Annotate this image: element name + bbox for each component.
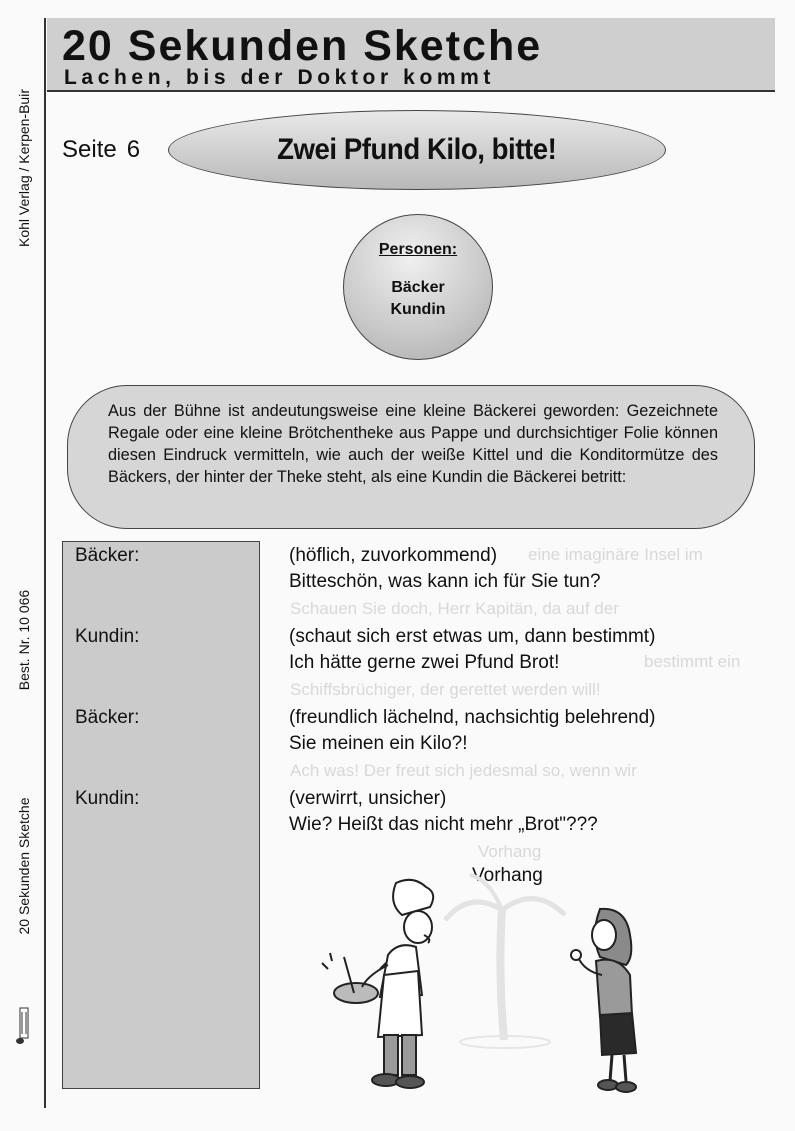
dialogue-speaker: Kundin: [75, 626, 140, 647]
person-item: Bäcker [391, 279, 445, 296]
customer-illustration [560, 905, 650, 1095]
ghost-text: Schauen Sie doch, Herr Kapitän, da auf der [290, 599, 619, 618]
margin-rule [44, 18, 46, 1108]
dialogue-speaker: Bäcker: [75, 545, 140, 566]
dialogue-line: Bitteschön, was kann ich für Sie tun? [289, 571, 601, 592]
dialogue-direction: (schaut sich erst etwas um, dann bestimmt) [289, 626, 656, 647]
ghost-text: Vorhang [478, 842, 542, 861]
speaker-column [62, 541, 260, 1089]
sidebar-book-title: 20 Sekunden Sketche [16, 797, 32, 935]
dialogue-speaker: Kundin: [75, 788, 140, 809]
dialogue-line: Sie meinen ein Kilo?! [289, 733, 468, 754]
curtain-text: Vorhang [472, 865, 543, 886]
ghost-text: Schiffsbrüchiger, der gerettet werden will! [290, 680, 601, 699]
sketch-title: Zwei Pfund Kilo, bitte! [277, 133, 557, 166]
dialogue-direction: (freundlich lächelnd, nachsichtig belehrend) [289, 707, 656, 728]
ghost-text: eine imaginäre Insel im [528, 545, 703, 564]
dialogue-direction: (verwirrt, unsicher) [289, 788, 447, 809]
persons-circle [343, 214, 493, 360]
page-label-text: Seite [62, 136, 117, 163]
page-number: 6 [126, 136, 141, 163]
persons-heading: Personen: [378, 241, 458, 258]
publisher-name: Kohl Verlag / Kerpen-Buir [16, 89, 32, 247]
book-subtitle: Lachen, bis der Doktor kommt [64, 66, 496, 89]
dialogue-line: Wie? Heißt das nicht mehr „Brot"??? [289, 814, 598, 835]
stage-direction-text: Aus der Bühne ist andeutungsweise eine kleine Bäckerei geworden: Gezeichnete Regale oder eine kleine Brötchentheke aus Pappe und durchsichtiger Folie können diesen Eindruck vermitteln, wie auch der weiße Kittel und die Konditormütze des Bäckers, der hinter der Theke steht, als eine Kundin die Bäckerei betritt: [108, 402, 718, 486]
book-title: 20 Sekunden Sketche [62, 22, 543, 70]
palm-tree-watermark [440, 850, 570, 1050]
dialogue-speaker: Bäcker: [75, 707, 140, 728]
ghost-text: Ach was! Der freut sich jedesmal so, wenn wir [290, 761, 637, 780]
stage-direction-box [67, 385, 755, 529]
publisher-logo-icon [14, 1006, 34, 1046]
page-label [62, 136, 140, 164]
dialogue-line: Ich hätte gerne zwei Pfund Brot! [289, 652, 560, 673]
dialogue-direction: (höflich, zuvorkommend) [289, 545, 498, 566]
persons-list [344, 277, 492, 321]
order-number: Best. Nr. 10 066 [16, 589, 32, 691]
person-item: Kundin [390, 301, 446, 318]
ghost-text: bestimmt ein [644, 652, 741, 671]
sketch-title-ellipse [168, 110, 666, 190]
baker-illustration [318, 875, 448, 1095]
